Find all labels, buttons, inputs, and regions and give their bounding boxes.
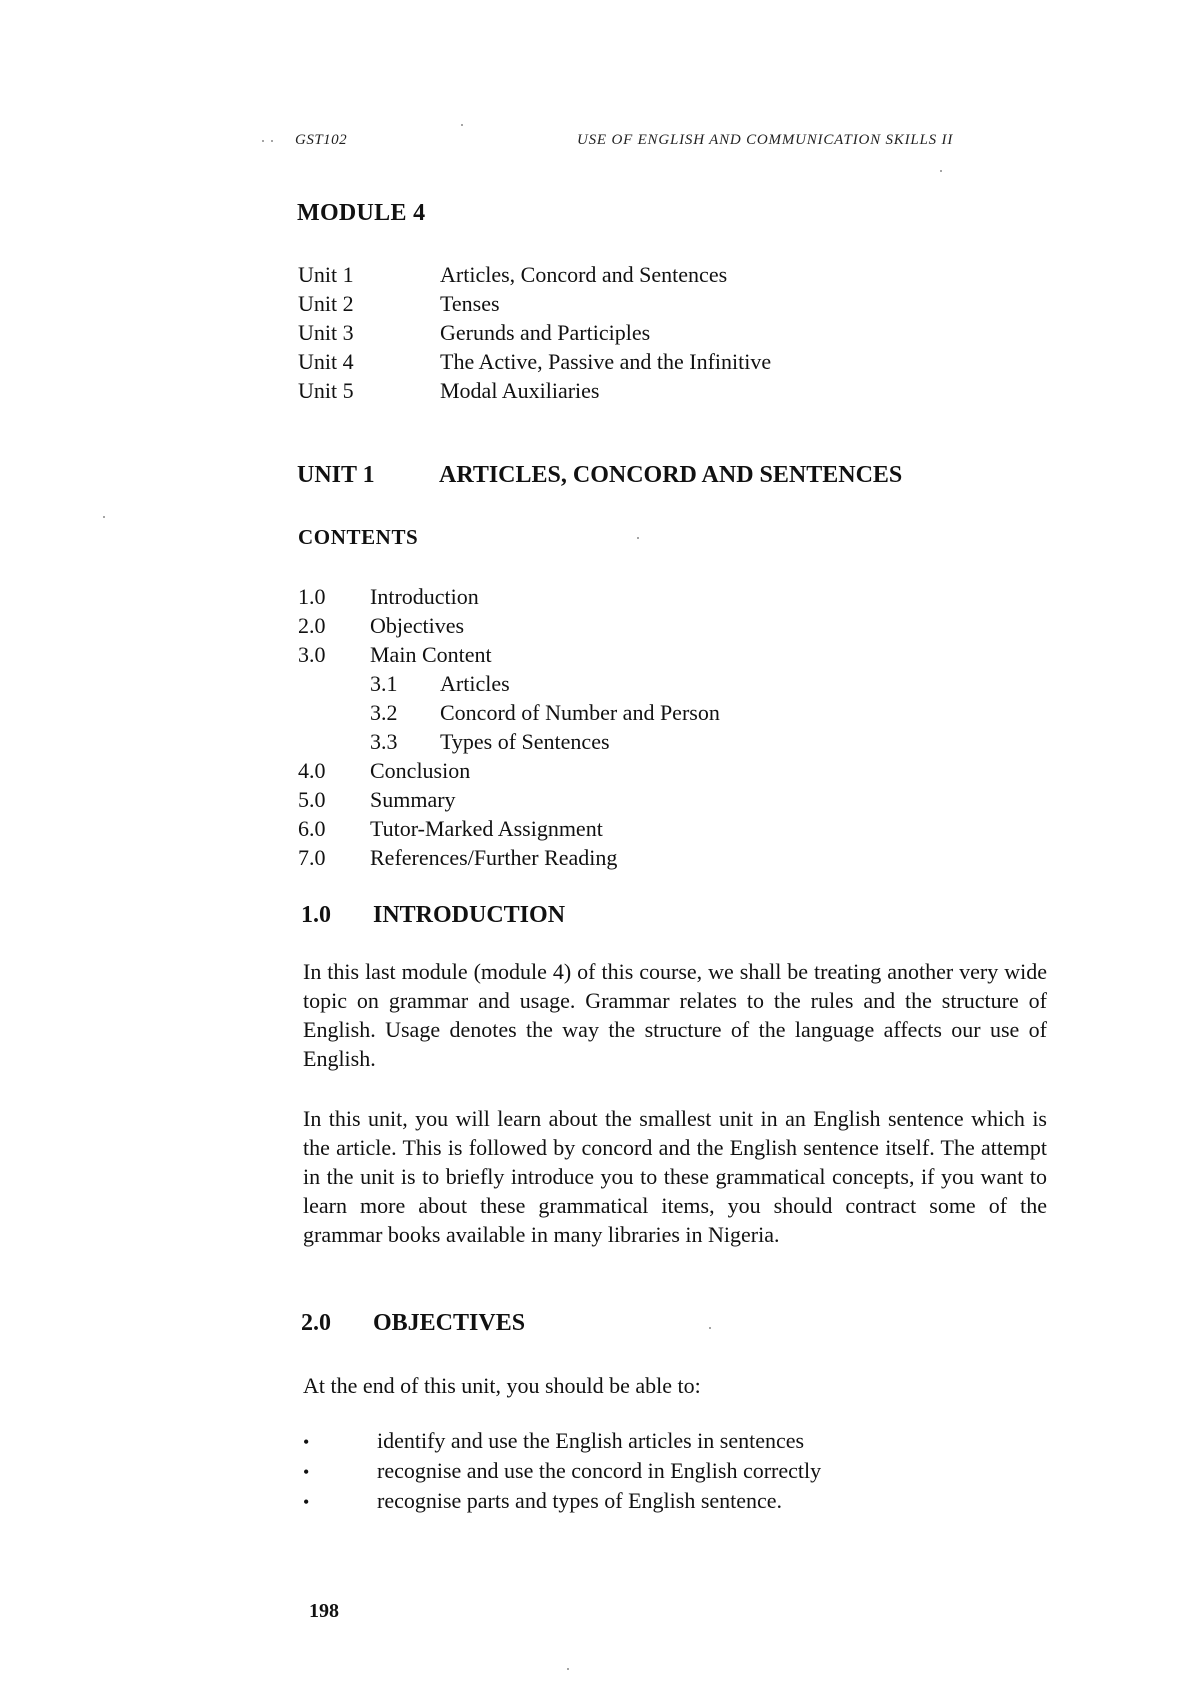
bullet-icon: •	[303, 1462, 310, 1482]
unit-list-item	[298, 318, 771, 347]
unit-number: Unit 3	[298, 320, 354, 345]
objective-text: recognise and use the concord in English correctly	[377, 1458, 822, 1483]
unit-heading-number: UNIT 1	[297, 462, 375, 488]
scan-speck	[940, 170, 942, 172]
toc-label: Articles	[440, 671, 510, 696]
section-title: OBJECTIVES	[373, 1310, 526, 1336]
unit-list-item	[298, 260, 771, 289]
toc-number: 1.0	[298, 584, 326, 609]
scan-speck	[271, 140, 273, 142]
table-of-contents	[298, 582, 720, 872]
introduction-heading	[301, 902, 565, 929]
module-unit-list	[298, 260, 771, 405]
section-number: 1.0	[301, 902, 331, 928]
toc-item	[298, 640, 720, 669]
toc-subitem	[298, 698, 720, 727]
course-code: GST102	[295, 132, 348, 148]
unit-number: Unit 2	[298, 291, 354, 316]
bullet-icon: •	[303, 1432, 310, 1452]
toc-number: 3.0	[298, 642, 326, 667]
unit-list-item	[298, 347, 771, 376]
contents-title: CONTENTS	[298, 525, 419, 549]
scan-speck	[567, 1668, 569, 1670]
introduction-paragraph: In this unit, you will learn about the smallest unit in an English sentence which is the article. This is followed by concord and the English sentence itself. The attempt in the unit is to briefly introduce you to these grammatical concepts, if you want to learn more about these grammatical items, you should contract some of the grammar books available in many libraries in Nigeria.	[303, 1106, 1047, 1247]
unit-title: The Active, Passive and the Infinitive	[440, 349, 772, 374]
toc-label: References/Further Reading	[370, 845, 618, 870]
toc-number: 4.0	[298, 758, 326, 783]
section-title: INTRODUCTION	[373, 902, 566, 928]
scan-speck	[103, 516, 105, 518]
unit-list-item	[298, 289, 771, 318]
toc-label: Main Content	[370, 642, 492, 667]
bullet-icon: •	[303, 1492, 310, 1512]
toc-number: 3.3	[370, 729, 398, 754]
scan-speck	[262, 140, 264, 142]
scan-speck	[709, 1327, 711, 1329]
objectives-list	[303, 1426, 821, 1516]
objective-item	[303, 1486, 821, 1516]
scan-speck	[461, 124, 463, 126]
toc-number: 2.0	[298, 613, 326, 638]
unit-heading-title: ARTICLES, CONCORD AND SENTENCES	[439, 462, 903, 488]
toc-label: Types of Sentences	[440, 729, 610, 754]
toc-number: 6.0	[298, 816, 326, 841]
toc-item	[298, 582, 720, 611]
toc-subitem	[298, 669, 720, 698]
introduction-paragraph: In this last module (module 4) of this course, we shall be treating another very wide topic on grammar and usage. Grammar relates to the rules and the structure of English. Usage denotes the way the structure of the language affects our use of English.	[303, 959, 1047, 1071]
toc-label: Tutor-Marked Assignment	[370, 816, 603, 841]
toc-label: Summary	[370, 787, 456, 812]
unit-title: Tenses	[440, 291, 500, 316]
unit-number: Unit 4	[298, 349, 354, 374]
toc-number: 7.0	[298, 845, 326, 870]
objectives-intro: At the end of this unit, you should be able to:	[303, 1373, 701, 1398]
toc-item	[298, 785, 720, 814]
objective-item	[303, 1426, 821, 1456]
toc-item	[298, 611, 720, 640]
unit-title: Gerunds and Participles	[440, 320, 651, 345]
unit-heading	[297, 462, 902, 489]
toc-item	[298, 756, 720, 785]
toc-item	[298, 843, 720, 872]
toc-label: Introduction	[370, 584, 479, 609]
section-number: 2.0	[301, 1310, 331, 1336]
objective-item	[303, 1456, 821, 1486]
toc-number: 3.2	[370, 700, 398, 725]
module-title: MODULE 4	[297, 200, 426, 226]
scan-speck	[637, 537, 639, 539]
toc-label: Conclusion	[370, 758, 471, 783]
toc-label: Concord of Number and Person	[440, 700, 720, 725]
objectives-heading	[301, 1310, 525, 1337]
page-number: 198	[309, 1600, 339, 1622]
unit-list-item	[298, 376, 771, 405]
objective-text: identify and use the English articles in sentences	[377, 1428, 805, 1453]
unit-number: Unit 1	[298, 262, 354, 287]
toc-number: 3.1	[370, 671, 398, 696]
toc-number: 5.0	[298, 787, 326, 812]
unit-title: Modal Auxiliaries	[440, 378, 600, 403]
unit-number: Unit 5	[298, 378, 354, 403]
toc-subitem	[298, 727, 720, 756]
toc-label: Objectives	[370, 613, 465, 638]
toc-item	[298, 814, 720, 843]
unit-title: Articles, Concord and Sentences	[440, 262, 728, 287]
course-title: USE OF ENGLISH AND COMMUNICATION SKILLS II	[577, 132, 954, 148]
objective-text: recognise parts and types of English sentence.	[377, 1488, 783, 1513]
